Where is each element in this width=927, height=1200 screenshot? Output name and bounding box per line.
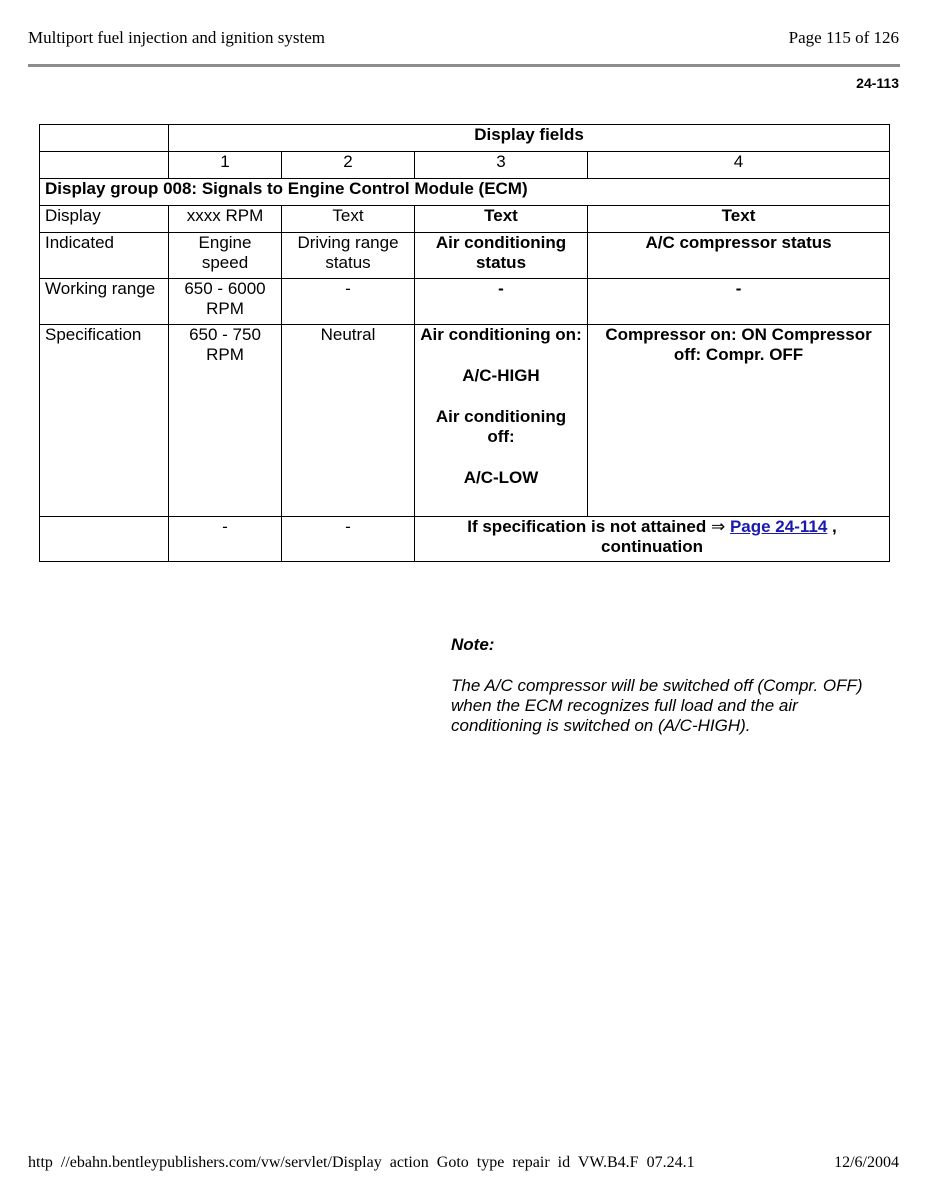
table-cell: Neutral bbox=[282, 325, 415, 517]
table-cell: - bbox=[415, 279, 588, 325]
table-cell: Text bbox=[588, 206, 890, 233]
note-block bbox=[451, 635, 871, 736]
table-cell: Text bbox=[415, 206, 588, 233]
spec-line: Air conditioning on: bbox=[420, 325, 582, 344]
table-cell bbox=[415, 325, 588, 517]
continuation-instruction bbox=[415, 517, 890, 562]
table-cell: - bbox=[282, 279, 415, 325]
field-number: 3 bbox=[415, 152, 588, 179]
table-cell: xxxx RPM bbox=[169, 206, 282, 233]
table-cell: A/C compressor status bbox=[588, 233, 890, 279]
field-number-spacer bbox=[40, 152, 169, 179]
row-label: Display bbox=[40, 206, 169, 233]
table-row-specification bbox=[40, 325, 890, 517]
spec-line: A/C-LOW bbox=[463, 468, 539, 487]
table-row-indicated bbox=[40, 233, 890, 279]
empty-label-cell bbox=[40, 517, 169, 562]
table-row-working-range bbox=[40, 279, 890, 325]
note-title: Note: bbox=[451, 635, 495, 654]
note-text: The A/C compressor will be switched off (Compr. OFF) when the ECM recognizes full load and the air conditioning is switched on (A/C-HIGH). bbox=[451, 676, 863, 735]
footer-url: http //ebahn.bentleypublishers.com/vw/servlet/Display action Goto type repair id VW.B4.F 07.24.1 bbox=[28, 1154, 695, 1171]
table-cell: Compressor on: ON Compressor off: Compr. OFF bbox=[588, 325, 890, 517]
page-24-114-link[interactable]: Page 24-114 bbox=[729, 517, 828, 536]
document-title: Multiport fuel injection and ignition system bbox=[28, 28, 325, 47]
display-group-title: Display group 008: Signals to Engine Control Module (ECM) bbox=[40, 179, 890, 206]
row-label: Indicated bbox=[40, 233, 169, 279]
table-cell: Text bbox=[282, 206, 415, 233]
table-header-row bbox=[40, 125, 890, 152]
spec-line: Air conditioning off: bbox=[435, 407, 567, 446]
table-cell: 650 - 750 RPM bbox=[169, 325, 282, 517]
link-suffix: , bbox=[832, 517, 837, 536]
display-group-table bbox=[39, 124, 890, 562]
page-indicator: Page 115 of 126 bbox=[788, 28, 899, 47]
right-arrow-icon: ⇒ bbox=[710, 517, 726, 536]
field-number: 1 bbox=[169, 152, 282, 179]
table-cell: Engine speed bbox=[169, 233, 282, 279]
header-divider bbox=[28, 64, 900, 67]
table-row-display bbox=[40, 206, 890, 233]
group-title-row bbox=[40, 179, 890, 206]
table-cell: - bbox=[588, 279, 890, 325]
table-cell: Driving range status bbox=[282, 233, 415, 279]
instruction-text: If specification is not attained bbox=[467, 517, 707, 536]
row-label: Specification bbox=[40, 325, 169, 517]
table-cell: - bbox=[169, 517, 282, 562]
continuation-text: continuation bbox=[601, 537, 704, 556]
display-fields-heading: Display fields bbox=[169, 125, 890, 152]
table-row-continuation bbox=[40, 517, 890, 562]
field-number: 2 bbox=[282, 152, 415, 179]
footer-date: 12/6/2004 bbox=[834, 1154, 899, 1171]
field-number: 4 bbox=[588, 152, 890, 179]
field-number-row bbox=[40, 152, 890, 179]
table-cell: Air conditioning status bbox=[415, 233, 588, 279]
row-label: Working range bbox=[40, 279, 169, 325]
corner-cell bbox=[40, 125, 169, 152]
section-number: 24-113 bbox=[856, 75, 899, 91]
table-cell: - bbox=[282, 517, 415, 562]
spec-line: A/C-HIGH bbox=[462, 366, 540, 385]
table-cell: 650 - 6000 RPM bbox=[169, 279, 282, 325]
